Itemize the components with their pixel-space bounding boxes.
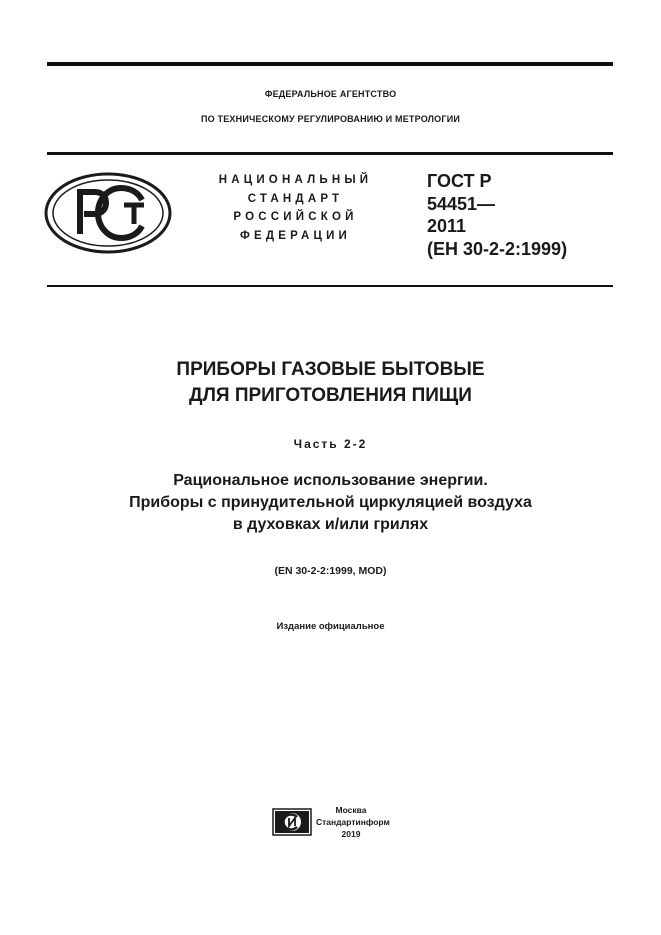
header-bottom-rule — [47, 285, 613, 287]
document-subtitle — [0, 470, 661, 536]
title-line: ПРИБОРЫ ГАЗОВЫЕ БЫТОВЫЕ — [176, 359, 485, 380]
agency-line-1: ФЕДЕРАЛЬНОЕ АГЕНТСТВО — [264, 89, 397, 99]
publisher-city: Москва — [335, 805, 367, 815]
national-standard-line: РОССИЙСКОЙ — [233, 211, 358, 224]
gost-line: 54451— — [427, 193, 496, 214]
publication-year: 2019 — [341, 829, 361, 839]
gost-line: ГОСТ Р — [427, 171, 492, 191]
subtitle-line: Рациональное использование энергии. — [173, 472, 488, 489]
national-standard-line: НАЦИОНАЛЬНЫЙ — [218, 174, 373, 186]
subtitle-line: в духовках и/или грилях — [232, 516, 429, 533]
national-standard-label — [198, 171, 393, 245]
national-standard-line: СТАНДАРТ — [247, 192, 344, 205]
national-standard-line: ФЕДЕРАЦИИ — [239, 229, 352, 242]
publisher-name: Стандартинформ — [316, 817, 390, 827]
gost-designation — [427, 170, 567, 260]
subtitle-line: Приборы с принудительной циркуляцией воздуха — [129, 494, 532, 511]
mod-reference: (EN 30-2-2:1999, MOD) — [274, 565, 387, 577]
edition-label: Издание официальное — [276, 621, 385, 632]
rst-certification-mark-icon — [44, 172, 172, 254]
publisher-info — [316, 804, 390, 840]
standartinform-logo-icon — [272, 808, 312, 836]
document-title — [0, 357, 661, 409]
header-top-rule — [47, 152, 613, 155]
agency-line-2: ПО ТЕХНИЧЕСКОМУ РЕГУЛИРОВАНИЮ И МЕТРОЛОГИИ — [200, 114, 461, 124]
title-line: ДЛЯ ПРИГОТОВЛЕНИЯ ПИЩИ — [189, 385, 472, 406]
part-label: Часть 2-2 — [293, 437, 368, 451]
gost-line: 2011 — [427, 216, 467, 236]
top-rule — [47, 62, 613, 66]
gost-line: (ЕН 30-2-2:1999) — [427, 238, 568, 259]
